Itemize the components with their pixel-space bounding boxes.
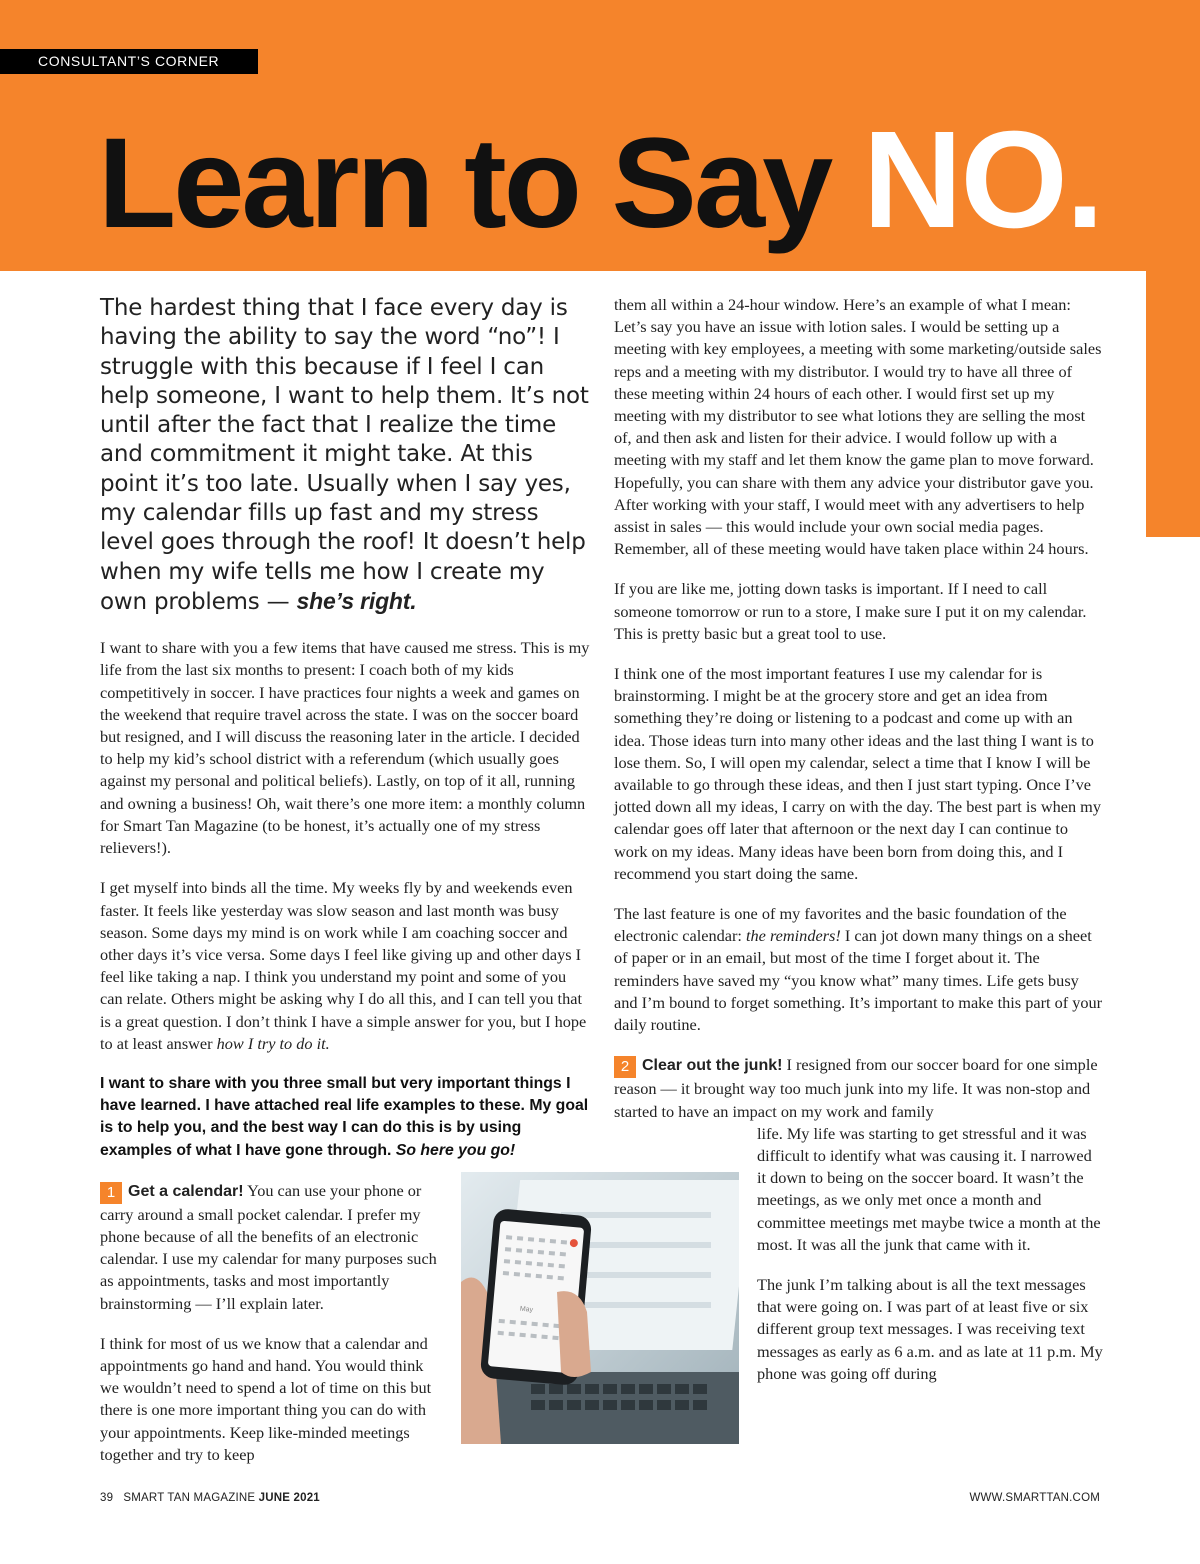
- footer-page-info: [100, 1492, 320, 1504]
- phone-month-label: May: [519, 1305, 534, 1314]
- item-heading: Get a calendar!: [128, 1182, 244, 1200]
- item-heading: Clear out the junk!: [642, 1057, 783, 1075]
- page-number: 39: [100, 1492, 114, 1504]
- lead-emphasis: she’s right.: [296, 587, 417, 614]
- numbered-item-2: [614, 1054, 1104, 1122]
- body-paragraph: [100, 877, 590, 1055]
- lead-text: The hardest thing that I face every day is having the ability to say the word “no”! I struggle with this because if I feel I can help someone, I want to help them. It’s not until after the fact that I realize the time and commitment it might take. At this point it’s too late. Usually when I say yes, my calendar fills up fast and my stress level goes through the roof! It doesn’t help when my wife tells me how I create my own problems —: [100, 295, 589, 615]
- number-badge: 1: [100, 1182, 122, 1204]
- item-text: You can use your phone or carry around a small pocket calendar. I prefer my phone because of all the benefits of an electronic calendar. I use my calendar for many purposes such as appointments, tasks and most importantly brainstorming — I’ll explain later.: [100, 1180, 437, 1313]
- magazine-name: SMART TAN MAGAZINE: [123, 1492, 256, 1504]
- paragraph-italic: the reminders!: [745, 926, 841, 946]
- issue-date: JUNE 2021: [258, 1492, 320, 1504]
- numbered-item-1: [100, 1180, 440, 1315]
- lead-paragraph: [100, 294, 590, 617]
- paragraph-text: I get myself into binds all the time. My weeks fly by and weekends even faster. It feels like yesterday was slow season and last month was busy season. Some days my mind is on work while I am coaching soccer and other days it’s vice versa. Some days I feel like giving up and other days I feel like taking a nap. I think you understand my point and some of you can relate. Others might be asking why I do all this, and I can tell you that is a great question. I don’t think I have a simple answer for you, but I hope to at least answer: [100, 878, 587, 1053]
- paragraph-italic: how I try to do it.: [216, 1033, 330, 1053]
- paragraph-text: I can jot down many things on a sheet of paper or in an email, but most of the time I forget about it. The reminders have saved my “you know what” many times. Life gets busy and I’m bound to forget something. It’s important to make this part of your daily routine.: [614, 926, 1103, 1035]
- headline-accent: NO.: [862, 103, 1103, 257]
- number-badge: 2: [614, 1056, 636, 1078]
- body-paragraph: I think for most of us we know that a calendar and appointments go hand and hand. You would think we wouldn’t need to spend a lot of time on this but there is one more important thing you can do with your appointments. Keep like-minded meetings together and try to keep: [100, 1333, 432, 1464]
- paragraph-text: The last feature is one of my favorites and the basic foundation of the electronic calendar:: [614, 904, 1067, 946]
- intro-bold-paragraph: [100, 1073, 590, 1162]
- side-accent-bar: [1146, 271, 1200, 537]
- body-paragraph: I think one of the most important features I use my calendar for is brainstorming. I might be at the grocery store and get an idea from something they’re doing or listening to a podcast and come up with an idea. Those ideas turn into many other ideas and the last thing I want is to lose them. So, I will open my calendar, select a time that I know I will be available to go through these ideas, and then I just start typing. Once I’ve jotted down all my ideas, I carry on with the day. The best part is when my calendar goes off later that afternoon or the next day I can continue to work on my ideas. Many ideas have been born from doing this, and I recommend you start doing the same.: [614, 664, 1101, 883]
- item-text: I resigned from our soccer board for one simple reason — it brought way too much junk into my life. It was non-stop and started to have an impact on my work and family: [614, 1055, 1098, 1121]
- section-tag: CONSULTANT’S CORNER: [0, 49, 258, 74]
- body-paragraph: I want to share with you a few items that have caused me stress. This is my life from the last six months to present: I coach both of my kids competitively in soccer. I have practices four nights a week and games on the weekend that require travel across the state. I was on the soccer board but resigned, and I will discuss the reasoning later in the article. I decided to help my kid’s school district with a referendum (which usually goes against my personal and political beliefs). Lastly, on top of it all, running and owning a business! Oh, wait there’s one more item: a monthly column for Smart Tan Magazine (to be honest, it’s actually one of my stress relievers!).: [100, 638, 590, 858]
- headline-main: Learn to Say: [98, 112, 831, 255]
- phone-photo-illustration: [461, 1172, 739, 1444]
- phone-calendar-photo: [461, 1172, 739, 1444]
- body-paragraph: [614, 903, 1104, 1036]
- footer-website: WWW.SMARTTAN.COM: [969, 1492, 1100, 1504]
- body-paragraph: life. My life was starting to get stressful and it was difficult to identify what was causing it. I narrowed it down to being on the soccer board. It wasn’t the meetings, as we only met once a month and committee meetings met maybe twice a month at the most. It was all the junk that came with it.: [757, 1123, 1101, 1254]
- intro-bold-italic: So here you go!: [395, 1141, 516, 1159]
- body-paragraph: The junk I’m talking about is all the text messages that were going on. I was part of at least five or six different group text messages. I was receiving text messages as early as 6 a.m. and as late at 11 p.m. My phone was going off during: [757, 1274, 1103, 1383]
- body-paragraph: them all within a 24-hour window. Here’s an example of what I mean: Let’s say you have an issue with lotion sales. I would be setting up a meeting with key employees, a meeting with some marketing/outside sales reps and a meeting with my distributor. I would try to have all three of these meeting within 24 hours of each other. I would first set up my meeting with my distributor to see what lotions they are selling the most of, and then ask and listen for their advice. I would follow up with a meeting with my staff and let them know the game plan to move forward. Hopefully, you can share with them any advice your distributor gave you. After working with your staff, I would meet with any advertisers to help assist in sales — this would include your own social media pages. Remember, all of these meeting would have taken place within 24 hours.: [614, 295, 1102, 559]
- headline: [98, 100, 1102, 264]
- intro-bold-text: I want to share with you three small but very important things I have learned. I have attached real life examples to these. My goal is to help you, and the best way I can do this is by using examples of what I have gone through.: [100, 1074, 589, 1159]
- body-paragraph: If you are like me, jotting down tasks is important. If I need to call someone tomorrow or run to a store, I make sure I put it on my calendar. This is pretty basic but a great tool to use.: [614, 579, 1087, 643]
